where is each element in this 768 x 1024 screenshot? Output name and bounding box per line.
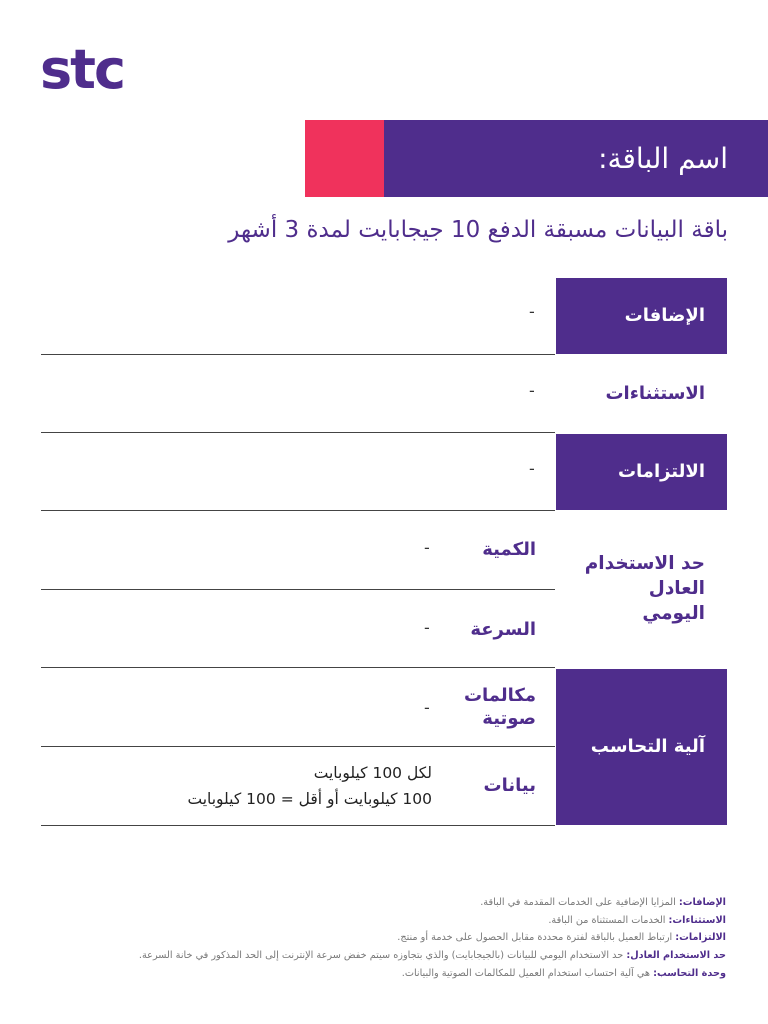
fair-use-label xyxy=(556,512,727,667)
speed-value: - xyxy=(424,618,430,637)
footer-note: حد الاستخدام العادل: حد الاستخدام اليومي للبيانات (بالجيجابايت) والذي بتجاوزه سيتم خفض سرعة الإنترنت إلى الحد المذكور في خانة السرعة. xyxy=(138,950,726,962)
row-divider xyxy=(41,510,555,511)
addons-label: الإضافات xyxy=(556,278,727,354)
quantity-label: الكمية xyxy=(482,539,536,560)
row-divider xyxy=(41,667,555,668)
footer-notes xyxy=(36,894,726,983)
data-value-line1: لكل 100 كيلوبايت xyxy=(313,764,432,782)
banner-accent xyxy=(305,120,384,197)
fair-use-label-text: حد الاستخدام العادل اليومي xyxy=(584,553,705,624)
data-value-line2: 100 كيلوبايت أو أقل = 100 كيلوبايت xyxy=(187,790,432,808)
footer-note: وحدة التحاسب: هي آلية احتساب استخدام العميل للمكالمات الصوتية والبيانات. xyxy=(401,967,726,979)
commitments-label: الالتزامات xyxy=(556,434,727,510)
voice-calls-value: - xyxy=(424,698,430,717)
row-divider xyxy=(41,589,555,590)
footer-note: الالتزامات: ارتباط العميل بالباقة لفترة محددة مقابل الحصول على خدمة أو منتج. xyxy=(397,932,726,944)
row-divider xyxy=(41,746,555,747)
speed-label: السرعة xyxy=(470,619,536,640)
addons-value: - xyxy=(529,302,535,321)
row-divider xyxy=(41,825,555,826)
page-title: اسم الباقة: xyxy=(598,142,728,175)
exclusions-value: - xyxy=(529,381,535,400)
billing-label: آلية التحاسب xyxy=(556,669,727,825)
footer-note: الإضافات: المزايا الإضافية على الخدمات المقدمة في الباقة. xyxy=(480,897,726,908)
exclusions-label: الاستثناءات xyxy=(556,356,727,432)
footer-note: الاستثناءات: الخدمات المستثناة من الباقة. xyxy=(548,914,726,926)
row-divider xyxy=(41,354,555,355)
row-divider xyxy=(41,432,555,433)
voice-calls-label: مكالمات صوتية xyxy=(463,685,536,730)
stc-logo xyxy=(40,38,150,98)
quantity-value: - xyxy=(424,538,430,557)
svg-text:stc: stc xyxy=(40,38,124,98)
commitments-value: - xyxy=(529,459,535,478)
package-name: باقة البيانات مسبقة الدفع 10 جيجابايت لمدة 3 أشهر xyxy=(228,217,728,243)
data-label: بيانات xyxy=(483,775,536,796)
